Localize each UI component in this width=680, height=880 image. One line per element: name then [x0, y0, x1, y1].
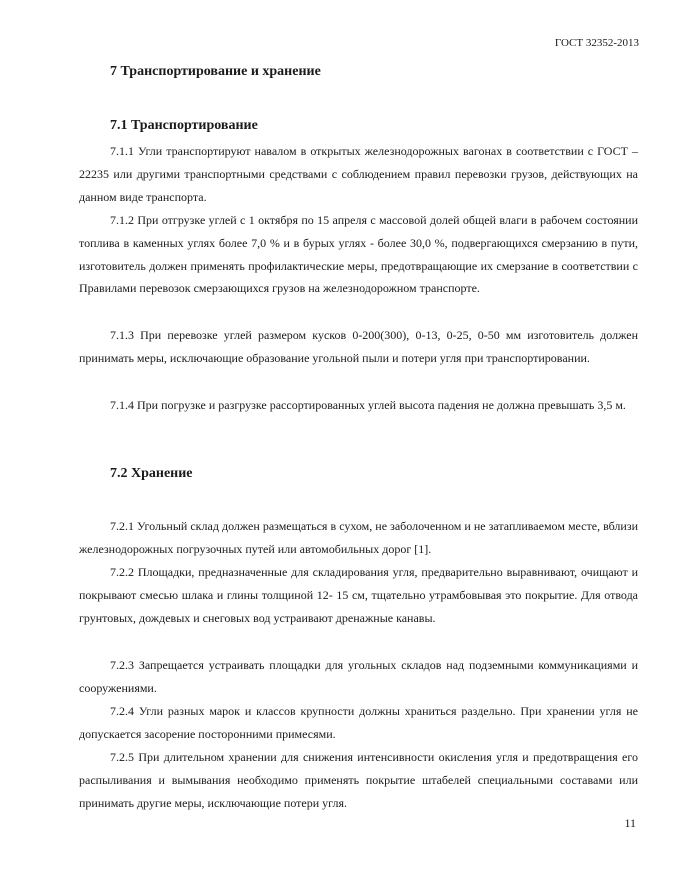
paragraph-7-1-1: 7.1.1 Угли транспортируют навалом в открытых железнодорожных вагонах в соответствии с ГОСТ – 22235 или другими транспортными средствами с соблюдением правил перевозки грузов, действующих на данном виде транспорта. [79, 144, 638, 204]
paragraph-7-2-3: 7.2.3 Запрещается устраивать площадки для угольных складов над подземными коммуникациями и сооружениями. [79, 658, 638, 695]
section-title: 7 Транспортирование и хранение [110, 64, 321, 79]
paragraph-7-2-5: 7.2.5 При длительном хранении для снижения интенсивности окисления угля и предотвращения его распыливания и вымывания необходимо применять покрытие штабелей специальными составами или принимать другие меры, исключающие потери угля. [79, 750, 638, 810]
paragraph-7-2-1: 7.2.1 Угольный склад должен размещаться в сухом, не заболоченном и не затапливаемом месте, вблизи железнодорожных погрузочных путей или автомобильных дорог [1]. [79, 519, 638, 556]
paragraph-7-1-2: 7.1.2 При отгрузке углей с 1 октября по 15 апреля с массовой долей общей влаги в рабочем состоянии топлива в каменных углях более 7,0 % и в бурых углях - более 30,0 %, подвергающихся смерзанию в пути, изготовитель должен применять профилактические меры, предотвращающие их смерзание в соответствии с Правилами перевозок смерзающихся грузов на железнодорожном транспорте. [79, 213, 638, 296]
paragraph-7-1-4: 7.1.4 При погрузке и разгрузке рассортированных углей высота падения не должна превышать 3,5 м. [110, 398, 626, 412]
standard-number: ГОСТ 32352-2013 [554, 37, 639, 49]
subsection-title-storage: 7.2 Хранение [110, 466, 193, 481]
subsection-title-transport: 7.1 Транспортирование [110, 118, 258, 133]
paragraph-7-2-2: 7.2.2 Площадки, предназначенные для складирования угля, предварительно выравнивают, очищают и покрывают смесью шлака и глины толщиной 12- 15 см, тщательно утрамбовывая это покрытие. Для отвода грунтовых, дождевых и снеговых вод устраивают дренажные канавы. [79, 565, 638, 625]
paragraph-7-1-3: 7.1.3 При перевозке углей размером кусков 0-200(300), 0-13, 0-25, 0-50 мм изготовитель должен принимать меры, исключающие образование угольной пыли и потери угля при транспортировании. [79, 328, 638, 365]
page-number: 11 [624, 816, 636, 830]
paragraph-7-2-4: 7.2.4 Угли разных марок и классов крупности должны храниться раздельно. При хранении угля не допускается засорение посторонними примесями. [79, 704, 638, 741]
